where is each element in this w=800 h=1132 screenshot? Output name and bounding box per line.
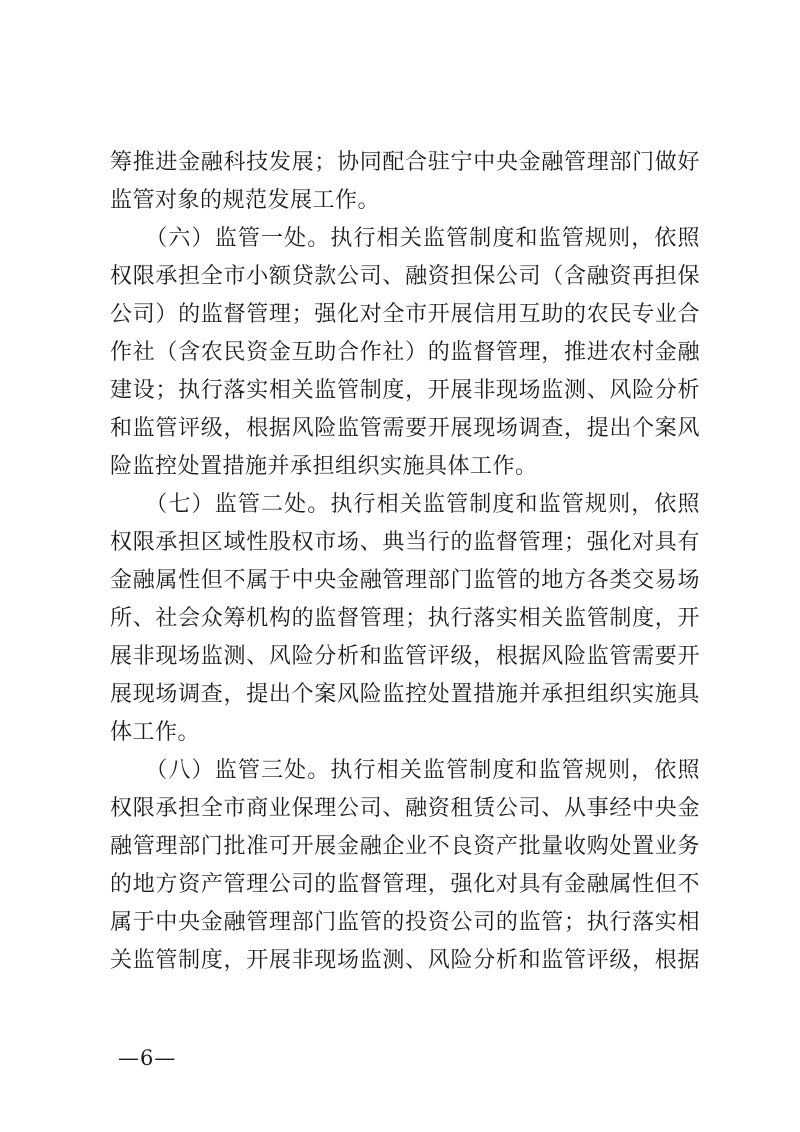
- text-line: 金融属性但不属于中央金融管理部门监管的地方各类交易场: [110, 568, 700, 593]
- text-line: 权限承担区域性股权市场、典当行的监督管理；强化对具有: [110, 530, 700, 555]
- text-line: 作社（含农民资金互助合作社）的监督管理，推进农村金融: [110, 340, 700, 365]
- text-line: 筹推进金融科技发展；协同配合驻宁中央金融管理部门做好: [110, 150, 700, 175]
- text-line: 融管理部门批准可开展金融企业不良资产批量收购处置业务: [110, 834, 700, 859]
- text-line: 监管对象的规范发展工作。: [110, 188, 381, 213]
- text-line: 权限承担全市小额贷款公司、融资担保公司（含融资再担保: [110, 264, 700, 289]
- text-line: 和监管评级，根据风险监管需要开展现场调查，提出个案风: [110, 416, 700, 441]
- text-line: （八）监管三处。执行相关监管制度和监管规则，依照: [110, 758, 700, 783]
- text-line: （七）监管二处。执行相关监管制度和监管规则，依照: [110, 492, 700, 517]
- text-line: 体工作。: [110, 720, 201, 745]
- text-line: 公司）的监督管理；强化对全市开展信用互助的农民专业合: [110, 302, 700, 327]
- text-line: 权限承担全市商业保理公司、融资租赁公司、从事经中央金: [110, 796, 700, 821]
- text-line: 建设；执行落实相关监管制度，开展非现场监测、风险分析: [110, 378, 700, 403]
- document-body: [110, 144, 700, 980]
- text-line: 险监控处置措施并承担组织实施具体工作。: [110, 454, 538, 479]
- text-line: 所、社会众筹机构的监督管理；执行落实相关监管制度，开: [110, 606, 700, 631]
- text-line: 的地方资产管理公司的监督管理，强化对具有金融属性但不: [110, 872, 700, 897]
- page-number: —6—: [118, 1046, 177, 1070]
- text-line: 展现场调查，提出个案风险监控处置措施并承担组织实施具: [110, 682, 700, 707]
- text-line: （六）监管一处。执行相关监管制度和监管规则，依照: [110, 226, 700, 251]
- text-line: 展非现场监测、风险分析和监管评级，根据风险监管需要开: [110, 644, 700, 669]
- text-line: 关监管制度，开展非现场监测、风险分析和监管评级，根据: [110, 948, 700, 973]
- text-line: 属于中央金融管理部门监管的投资公司的监管；执行落实相: [110, 910, 700, 935]
